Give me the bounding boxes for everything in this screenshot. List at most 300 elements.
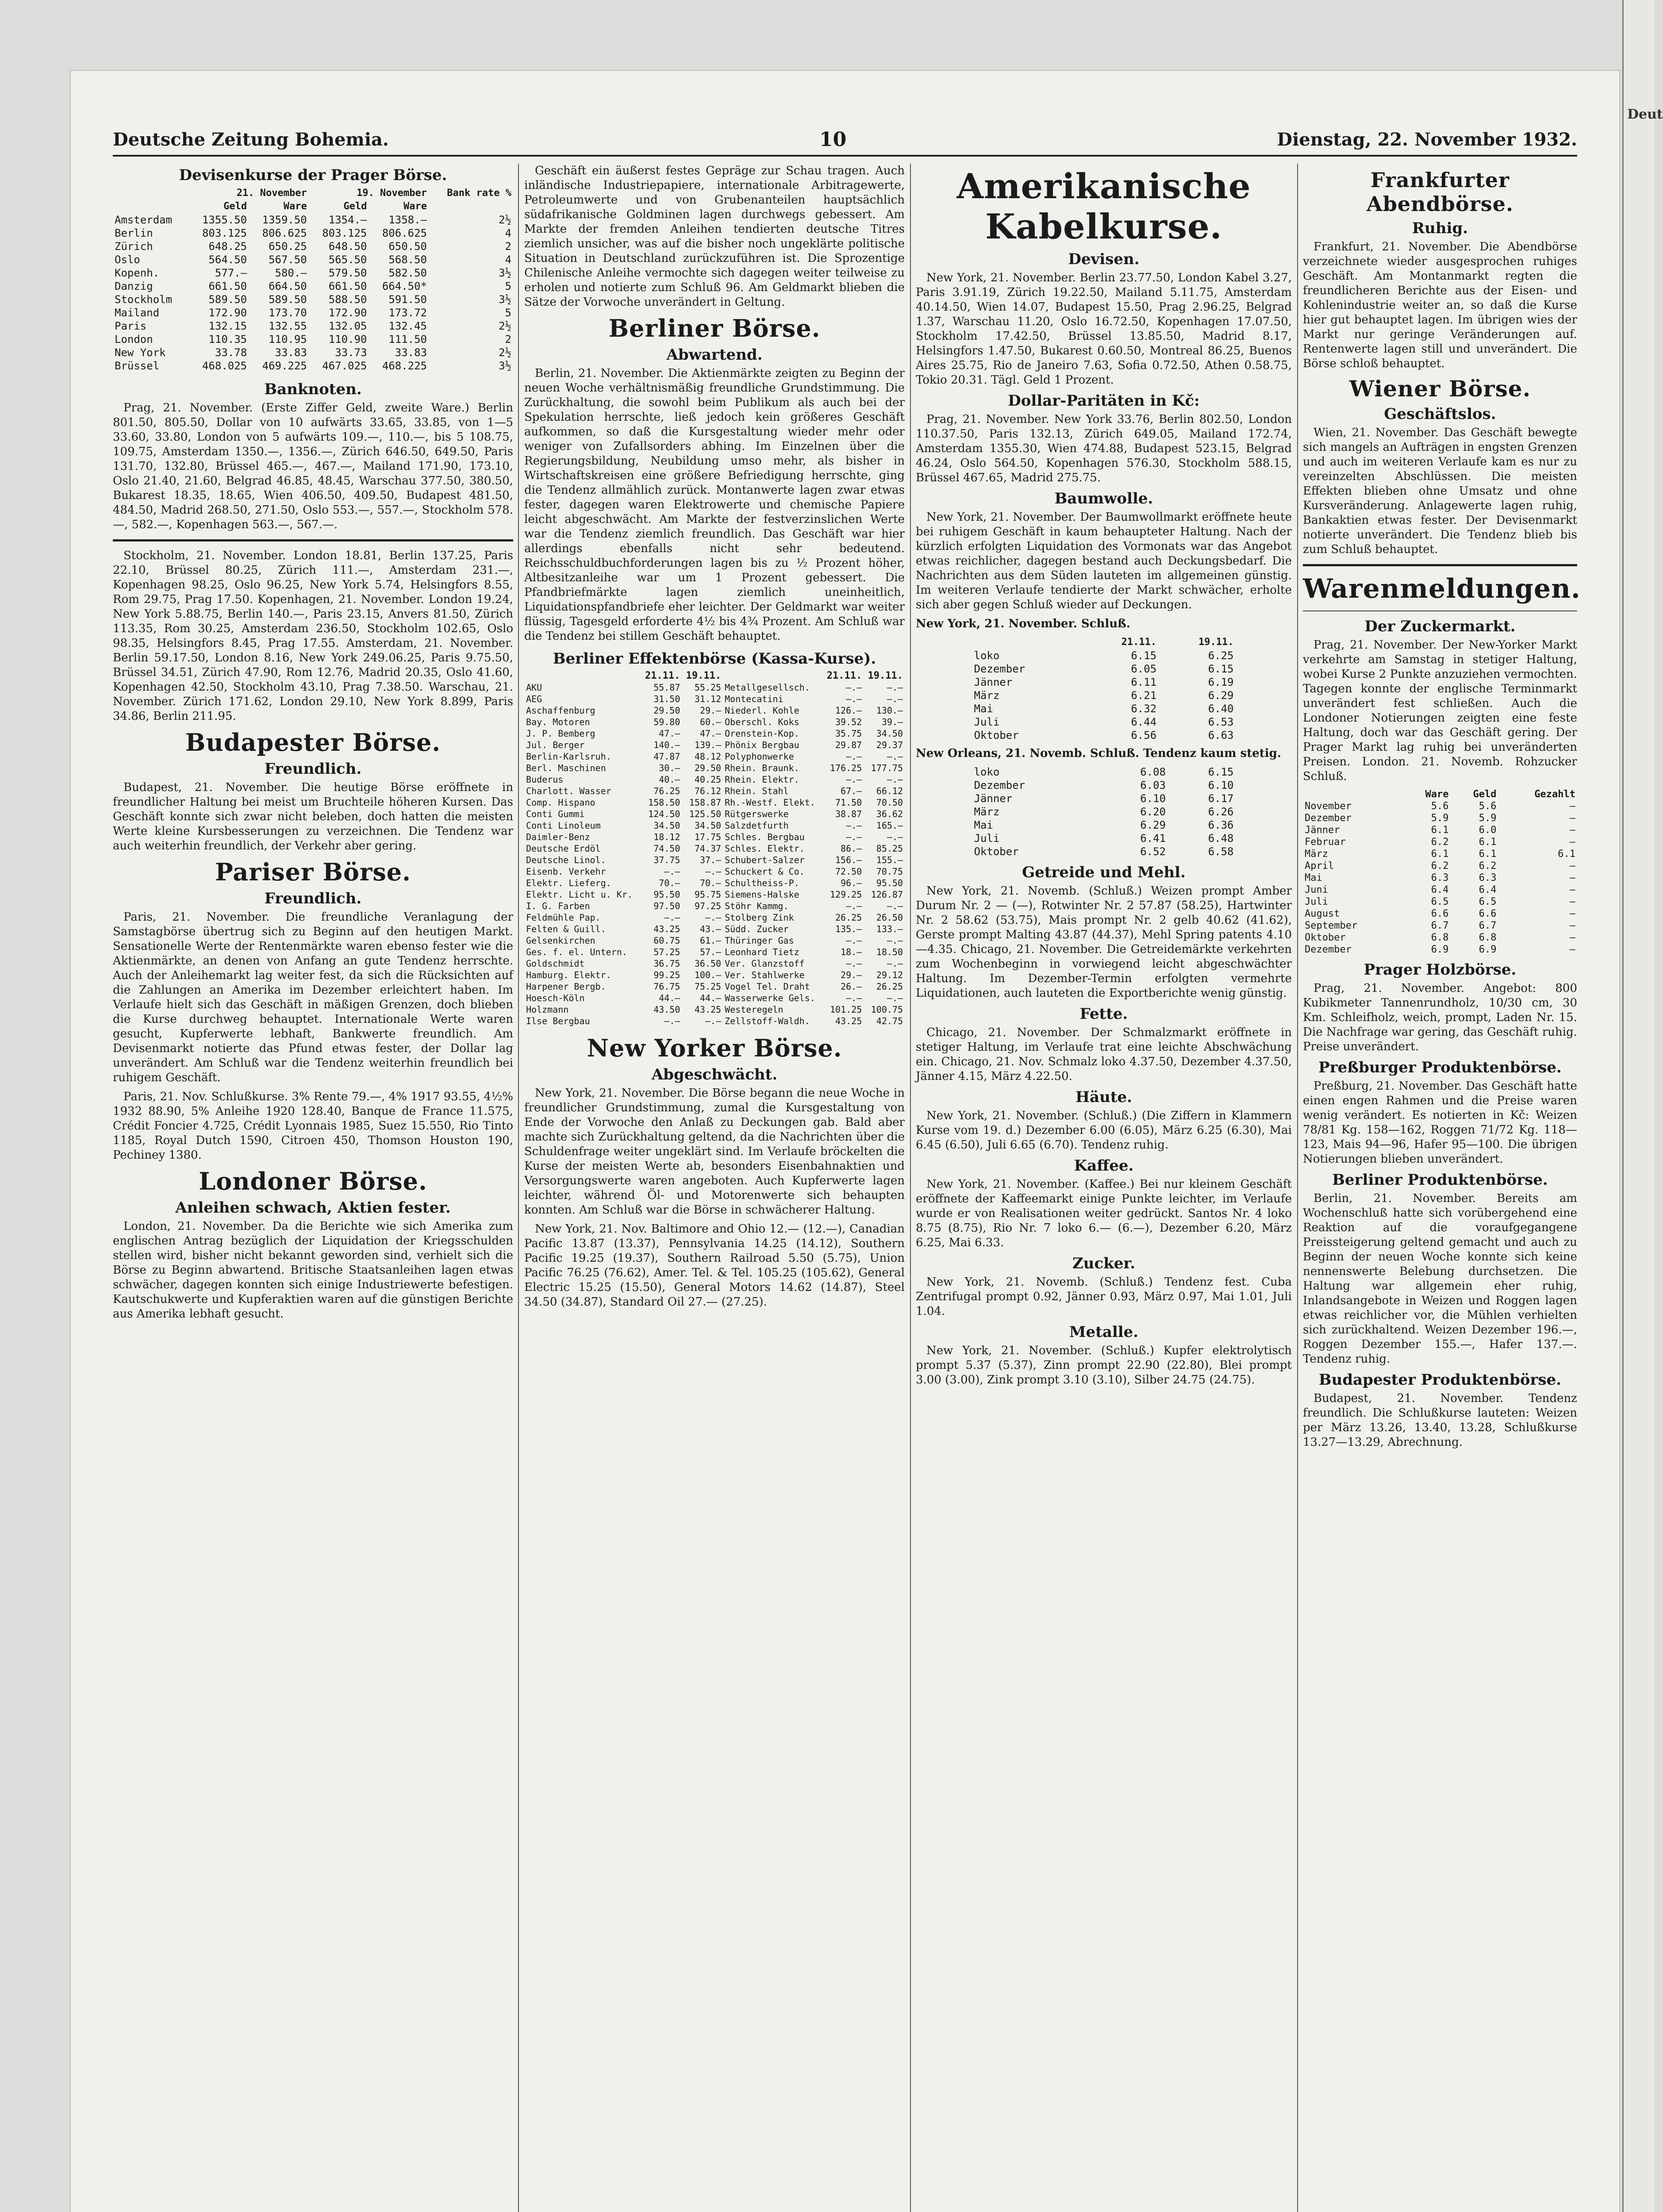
table-cell: —.— [887, 682, 903, 693]
table-row [972, 662, 1236, 676]
table-cell: Conti Gummi [526, 809, 585, 819]
table-cell: Brüssel [115, 360, 160, 372]
section-subtitle: Dollar-Paritäten in Kč: [1008, 392, 1200, 410]
table-cell: —.— [846, 901, 862, 911]
table-cell: —.— [664, 1016, 680, 1026]
table-cell: 110.95 [269, 333, 307, 346]
table-cell: 97.50 [653, 901, 680, 911]
section-subtitle: Metalle. [1069, 1323, 1139, 1341]
table-cell: —.— [846, 751, 862, 762]
table-cell: 6.1 [1479, 849, 1497, 860]
table-cell: 95.50 [876, 878, 903, 888]
table-cell: 139.— [694, 740, 722, 750]
table-cell: 42.75 [876, 1016, 903, 1026]
table-cell: 26.— [841, 981, 862, 992]
article-text: Prag, 21. November. Angebot: 800 Kubikmeter Tannenrundholz, 10/30 cm, 30 Km. Schleifholz, weich, prompt, Laden Nr. 15. Die Nachfrage war gering, das Geschäft ruhig. Preise unverändert. [1303, 982, 1577, 1053]
table-cell: 74.37 [694, 843, 722, 854]
table-cell: 648.50 [328, 240, 367, 253]
table-row [524, 1015, 905, 1027]
section-subtitle: Berliner Produktenbörse. [1332, 1171, 1548, 1189]
section-title: Warenmeldungen. [1303, 573, 1581, 604]
table-cell: 40.— [659, 774, 680, 785]
table-cell: 803.125 [202, 227, 247, 239]
section-subtitle: Freundlich. [264, 760, 362, 778]
table-cell: April [1305, 860, 1334, 872]
table-cell: 124.50 [648, 809, 680, 819]
table-cell: 6.32 [1131, 703, 1157, 715]
table-cell: —.— [887, 832, 903, 842]
table-cell: Rhein. Elektr. [725, 774, 799, 785]
table-cell: 806.625 [382, 227, 427, 239]
table-cell: Dezember [974, 779, 1025, 791]
table-cell: 110.35 [208, 333, 247, 346]
table-cell: Harpener Bergb. [526, 981, 606, 992]
table-cell: Oktober [1305, 932, 1346, 943]
section-subtitle: Zucker. [1072, 1255, 1136, 1272]
section-title: Frankfurter Abendbörse. [1367, 168, 1513, 216]
table-cell: 6.56 [1131, 729, 1157, 741]
section-subtitle: Geschäftslos. [1384, 405, 1496, 423]
table-cell: —.— [705, 1016, 722, 1026]
table-cell: 29.— [841, 970, 862, 980]
table-cell: 6.21 [1131, 689, 1157, 702]
table-row [1303, 848, 1577, 860]
section-subtitle: Getreide und Mehl. [1022, 864, 1186, 881]
table-cell: —.— [887, 694, 903, 704]
table-cell: Eisenb. Verkehr [526, 866, 606, 877]
table-row [113, 213, 513, 227]
table-cell: Paris [115, 320, 147, 332]
table-row [113, 293, 513, 306]
table-cell: Ver. Stahlwerke [725, 970, 805, 980]
table-cell: 29.50 [694, 763, 722, 773]
table-cell: 173.70 [269, 307, 307, 319]
table-cell: 29.50 [653, 705, 680, 716]
table-row [972, 702, 1236, 715]
table-cell: 76.25 [653, 786, 680, 796]
section-subtitle: Abgeschwächt. [651, 1066, 778, 1083]
section-title: Berliner Effektenbörse (Kassa-Kurse). [553, 650, 876, 668]
table-cell: 18.50 [876, 947, 903, 957]
table-cell: 133.— [876, 924, 903, 934]
table-cell: Buderus [526, 774, 564, 785]
table-cell: Juli [974, 832, 1000, 845]
table-row [113, 306, 513, 319]
table-cell: 6.8 [1431, 932, 1449, 943]
article-text: New York, 21. November. (Schluß.) (Die Ziffern in Klammern Kurse vom 19. d.) Dezember 6.00 (6.05), März 6.25 (6.30), Mai 6.45 (6.50), Juli 6.65 (6.70). Tendenz ruhig. [916, 1109, 1292, 1152]
article-text: New York, 21. November. (Schluß.) Kupfer elektrolytisch prompt 5.37 (5.37), Zinn prompt 22.90 (22.80), Blei prompt 3.00 (3.00), Zink prompt 3.10 (3.10), Silber 24.75 (24.75). [916, 1344, 1292, 1386]
table-cell: 6.4 [1431, 884, 1449, 895]
table-cell: — [1569, 801, 1575, 812]
table-cell: 43.25 [694, 1004, 722, 1015]
table-cell: 172.90 [208, 307, 247, 319]
stock-table [524, 670, 905, 1027]
table-cell: Comp. Hispano [526, 797, 595, 808]
table-cell: 6.52 [1140, 845, 1166, 858]
section-subtitle: Abwartend. [666, 346, 763, 364]
table-cell: 158.50 [648, 797, 680, 808]
table-cell: 467.025 [322, 360, 367, 372]
table-cell: Aschaffenburg [526, 705, 595, 716]
table-cell: 6.7 [1431, 920, 1449, 931]
table-cell: 38.87 [835, 809, 862, 819]
table-cell: 57.25 [653, 947, 680, 957]
table-cell: 34.50 [694, 820, 722, 831]
column-rule [1297, 164, 1298, 2212]
table-cell: 6.4 [1479, 884, 1497, 895]
table-cell: loko [974, 649, 1000, 662]
table-cell: 101.25 [830, 1004, 862, 1015]
table-cell: —.— [664, 866, 680, 877]
table-cell: Dezember [1305, 813, 1352, 824]
table-cell: 36.62 [876, 809, 903, 819]
table-cell: 664.50 [269, 280, 307, 292]
table-cell: 29.12 [876, 970, 903, 980]
table-cell: 6.3 [1479, 872, 1497, 883]
table-cell: 29.— [699, 705, 722, 716]
table-row [113, 240, 513, 253]
table-cell: 6.5 [1479, 896, 1497, 907]
section-title: Londoner Börse. [199, 1167, 427, 1195]
section-subtitle: Budapester Produktenbörse. [1318, 1371, 1562, 1389]
table-cell: 3½ [499, 293, 511, 306]
table-cell: Oktober [974, 729, 1019, 741]
sugar-table [1303, 788, 1577, 956]
table-cell: 6.0 [1479, 825, 1497, 836]
table-row [524, 992, 905, 1004]
table-cell: Schuckert & Co. [725, 866, 805, 877]
table-row [1303, 800, 1577, 812]
page-header [113, 124, 1577, 157]
table-cell: 57.— [699, 947, 722, 957]
table-cell: Stockholm [115, 293, 173, 306]
table-row [524, 785, 905, 797]
table-cell: — [1569, 860, 1575, 872]
table-header: Bank rate % [447, 188, 511, 199]
table-header: 19.11. [868, 670, 903, 681]
table-cell: 568.50 [388, 253, 427, 266]
table-cell: Berlin [115, 227, 153, 239]
table-cell: Rh.-Westf. Elekt. [725, 797, 815, 808]
table-cell: 95.50 [653, 889, 680, 900]
table-header: Geld [1473, 789, 1497, 800]
table-row [972, 845, 1236, 858]
table-cell: 6.2 [1431, 860, 1449, 872]
table-cell: 130.— [876, 705, 903, 716]
table-cell: 3½ [499, 360, 511, 372]
table-row [972, 779, 1236, 792]
table-cell: Mai [1305, 872, 1322, 883]
table-cell: 6.2 [1479, 860, 1497, 872]
table-cell: 6.1 [1431, 849, 1449, 860]
table-cell: 6.63 [1208, 729, 1234, 741]
table-cell: 6.41 [1140, 832, 1166, 845]
table-cell: 6.48 [1208, 832, 1234, 845]
table-row [1303, 884, 1577, 896]
table-row [113, 319, 513, 333]
section-subtitle: Anleihen schwach, Aktien fester. [175, 1199, 451, 1217]
table-cell: 75.25 [694, 981, 722, 992]
table-row [972, 832, 1236, 845]
table-cell: 580.— [275, 267, 307, 279]
table-cell: Ges. f. el. Untern. [526, 947, 627, 957]
table-row [524, 762, 905, 774]
table-header: 21.11. [645, 670, 680, 681]
table-row [524, 682, 905, 693]
table-cell: 36.50 [694, 958, 722, 969]
table-cell: 5.6 [1479, 801, 1497, 812]
table-cell: —.— [887, 774, 903, 785]
table-cell: Juli [1305, 896, 1328, 907]
article-text: Berlin, 21. November. Die Aktienmärkte zeigten zu Beginn der neuen Woche verhältnismäßig freundliche Grundstimmung. Die Zurückhaltung, die sowohl beim Publikum als auch bei der Spekulation herrschte, ließ jedoch kein größeres Geschäft aufkommen, so daß die Kursgestaltung wieder mehr oder weniger von Zufallsorders abhing. Im Einzelnen über die Regierungsbildung, Neubildung umso mehr, als bisher in Wirtschaftskreisen eine größere Befriedigung herrschte, ging die Tendenz allmählich zurück. Montanwerte lagen zwar etwas fester, dagegen waren Elektrowerte und chemische Papiere leicht abgeschwächt. Am Markte der festverzinslichen Werte war die Tendenz ziemlich freundlich. Das Geschäft war hier allerdings ebenfalls nicht sehr bedeutend. Reichsschuldbuchforderungen lagen bis zu ½ Prozent höher, Altbesitzanleihe war um 1 Prozent gebessert. Die Pfandbriefmärkte lagen ziemlich uneinheitlich, Liquidationspfandbriefe eher leichter. Der Geldmarkt war weiter flüssig, Tagesgeld erforderte 4½ bis 4¾ Prozent. Am Schluß war die Tendenz bei stillem Geschäft behauptet. [524, 367, 905, 643]
table-header: Ware [403, 201, 427, 212]
table-cell: AKU [526, 682, 542, 693]
table-cell: 61.— [699, 935, 722, 946]
table-cell: 26.50 [876, 912, 903, 923]
table-cell: September [1305, 920, 1358, 931]
table-cell: 6.08 [1140, 766, 1166, 778]
table-header [972, 636, 1081, 649]
table-cell: —.— [705, 866, 722, 877]
table-cell: 34.50 [653, 820, 680, 831]
table-cell: Amsterdam [115, 214, 173, 226]
table-header [1303, 788, 1402, 800]
table-cell: 70.— [699, 878, 722, 888]
table-cell: 567.50 [269, 253, 307, 266]
table-cell: 591.50 [388, 293, 427, 306]
table-cell: Rütgerswerke [725, 809, 789, 819]
table-row [972, 729, 1236, 742]
table-cell: 468.225 [382, 360, 427, 372]
table-row [1303, 836, 1577, 848]
column-1 [113, 164, 513, 2212]
table-cell: 99.25 [653, 970, 680, 980]
table-cell: Thüringer Gas [725, 935, 794, 946]
table-cell: 60.— [699, 717, 722, 727]
table-cell: —.— [705, 912, 722, 923]
column-2 [524, 164, 905, 2212]
table-cell: 40.25 [694, 774, 722, 785]
table-row [113, 359, 513, 373]
table-cell: Juni [1305, 884, 1328, 895]
table-cell: 100.75 [871, 1004, 903, 1015]
table-row [524, 877, 905, 889]
table-cell: 648.25 [208, 240, 247, 253]
table-row [524, 728, 905, 739]
table-row [113, 266, 513, 280]
paper-name: Deutsche Zeitung Bohemia. [113, 129, 389, 150]
table-cell: —.— [846, 832, 862, 842]
table-row [524, 843, 905, 854]
table-cell: I. G. Farben [526, 901, 590, 911]
table-cell: 18.— [841, 947, 862, 957]
table-cell: 6.58 [1208, 845, 1234, 858]
table-cell: 6.8 [1479, 932, 1497, 943]
table-row [524, 866, 905, 877]
table-cell: 6.03 [1140, 779, 1166, 791]
table-cell: 2 [505, 333, 511, 346]
table-cell: 71.50 [835, 797, 862, 808]
table-cell: Zürich [115, 240, 153, 253]
table-cell: 469.225 [262, 360, 307, 372]
table-cell: —.— [887, 751, 903, 762]
table-cell: —.— [887, 935, 903, 946]
table-cell: 6.1 [1479, 837, 1497, 848]
table-cell: 661.50 [208, 280, 247, 292]
table-cell: 76.75 [653, 981, 680, 992]
table-cell: 31.12 [694, 694, 722, 704]
table-cell: —.— [846, 694, 862, 704]
table-cell: —.— [846, 774, 862, 785]
section-title: Berliner Börse. [608, 314, 821, 342]
table-cell: 6.6 [1479, 908, 1497, 919]
table-row [524, 958, 905, 969]
page-number: 10 [819, 128, 847, 151]
table-cell: 59.80 [653, 717, 680, 727]
table-cell: Felten & Guill. [526, 924, 606, 934]
table-cell: Deutsche Erdöl [526, 843, 601, 854]
table-cell: 44.— [659, 993, 680, 1003]
table-cell: 1358.— [388, 214, 427, 226]
table-cell: Hoesch-Köln [526, 993, 585, 1003]
article-text: New York, 21. November. Der Baumwollmarkt eröffnete heute bei ruhigem Geschäft in kaum behaupteter Haltung. Nach der kürzlich erfolgten Liquidation des Vormonats war das Angebot etwas reichlicher, dagegen bestand auch Deckungsbedarf. Die Nachrichten aus dem Süden lauteten im allgemeinen günstig. Im weiteren Verlaufe tendierte der Markt schwächer, erholte sich aber gegen Schluß wieder auf Deckungen. [916, 511, 1292, 611]
table-cell: 18.12 [653, 832, 680, 842]
table-cell: — [1569, 872, 1575, 883]
table-cell: 6.15 [1131, 649, 1157, 662]
table-header: Ware [1425, 789, 1449, 800]
table-cell: 70.50 [876, 797, 903, 808]
table-header: 21.11. [1121, 637, 1157, 648]
article-text: Budapest, 21. November. Tendenz freundlich. Die Schlußkurse lauteten: Weizen per März 13.26, 13.40, 13.28, Schlußkurse 13.27—13.29, Abrechnung. [1303, 1392, 1577, 1449]
table-cell: Oslo [115, 253, 140, 266]
table-cell: —.— [846, 682, 862, 693]
cotton-table [972, 636, 1236, 742]
table-cell: 110.90 [328, 333, 367, 346]
table-cell: 5 [505, 280, 511, 292]
table-cell: 100.— [694, 970, 722, 980]
table-cell: 66.12 [876, 786, 903, 796]
table-cell: Phönix Bergbau [725, 740, 799, 750]
table-cell: 33.83 [275, 346, 307, 359]
table-cell: — [1569, 932, 1575, 943]
table-cell: Vogel Tel. Draht [725, 981, 810, 992]
section-subtitle: Ruhig. [1412, 219, 1468, 237]
table-cell: 803.125 [322, 227, 367, 239]
table-cell: 155.— [876, 855, 903, 865]
table-cell: loko [974, 766, 1000, 778]
table-row [1303, 824, 1577, 836]
article-text: Prag, 21. November. Der New-Yorker Markt verkehrte am Samstag in stetiger Haltung, wobei Kurse 2 Punkte anzuziehen vermochten. Tagegen konnte der englische Terminmarkt unverändert fest schließen. Auch die Londoner Notierungen zeigten eine feste Haltung, doch war das Geschäft gering. Der Prager Markt lag ruhig bei unveränderten Preisen. London. 21. Novemb. Rohzucker Schluß. [1303, 638, 1577, 783]
table-cell: 132.55 [269, 320, 307, 332]
table-row [524, 831, 905, 843]
table-cell: 176.25 [830, 763, 862, 773]
table-cell: 5.6 [1431, 801, 1449, 812]
table-cell: 4 [505, 253, 511, 266]
section-subtitle: Baumwolle. [1054, 490, 1153, 507]
table-cell: 85.25 [876, 843, 903, 854]
table-cell: Daimler-Benz [526, 832, 590, 842]
section-subtitle: Fette. [1079, 1005, 1128, 1023]
article-text: Frankfurt, 21. November. Die Abendbörse verzeichnete wieder ausgesprochen ruhiges Geschäft. Am Montanmarkt regten die freundlicheren Berichte aus der Eisen- und Kohlenindustrie weiter an, so daß die Kurse hier gut behauptet lagen. Im übrigen wies der Markt nur geringe Veränderungen auf. Rentenwerte lagen still und unverändert. Die Börse schloß behauptet. [1303, 240, 1577, 370]
table-caption: New Orleans, 21. Novemb. Schluß. Tendenz kaum stetig. [916, 747, 1281, 760]
table-cell: 6.1 [1431, 825, 1449, 836]
newspaper-page [71, 71, 1619, 2212]
table-cell: 140.— [653, 740, 680, 750]
table-cell: Hamburg. Elektr. [526, 970, 611, 980]
article-text: Paris, 21. November. Die freundliche Veranlagung der Samstagbörse übertrug sich zu Beginn auf den heutigen Markt. Sensationelle Werte der Rentenmärkte waren ebenso fester wie die Aktienmärkte, an denen von Anfang an gute Tendenz herrschte. Auch der Anleihemarkt lag weiter fest, da sich die Rücksichten auf die Zahlungen an Amerika im Dezember erleichtert haben. Im Verlaufe hielt sich das Geschäft in mäßigen Grenzen, doch blieben die Kurse durchweg behauptet. Internationale Werte waren gesucht, Kupferwerte lebhaft, Bankwerte freundlich. Am Devisenmarkt notierte das Pfund etwas fester, der Dollar lag unverändert. Am Schluß war die Tendenz weiterhin freundlich bei ruhigem Geschäft. [113, 910, 513, 1084]
table-cell: 132.15 [208, 320, 247, 332]
table-cell: 650.25 [269, 240, 307, 253]
table-cell: Jänner [974, 792, 1013, 805]
table-cell: 30.— [659, 763, 680, 773]
table-cell: 4 [505, 227, 511, 239]
table-cell: 60.75 [653, 935, 680, 946]
table-cell: —.— [887, 958, 903, 969]
table-cell: 156.— [835, 855, 862, 865]
table-cell: 47.— [699, 728, 722, 739]
table-cell: 36.75 [653, 958, 680, 969]
section-title: Wiener Börse. [1349, 376, 1531, 402]
table-row [113, 253, 513, 266]
table-cell: — [1569, 908, 1575, 919]
table-cell: 31.50 [653, 694, 680, 704]
article-text: New York, 21. Novemb. (Schluß.) Tendenz fest. Cuba Zentrifugal prompt 0.92, Jänner 0.93, März 0.97, Mai 1.01, Juli 1.04. [916, 1275, 1292, 1318]
table-cell: Schles. Elektr. [725, 843, 805, 854]
table-cell: —.— [846, 935, 862, 946]
section-subtitle: Devisen. [1068, 250, 1140, 268]
table-cell: Zellstoff-Waldh. [725, 1016, 810, 1026]
table-cell: —.— [846, 820, 862, 831]
table-cell: 26.25 [835, 912, 862, 923]
table-cell: Februar [1305, 837, 1346, 848]
table-cell: 47.— [659, 728, 680, 739]
table-cell: 6.19 [1208, 676, 1234, 688]
table-cell: 6.25 [1208, 649, 1234, 662]
table-cell: März [974, 806, 1000, 818]
table-row [524, 751, 905, 762]
table-cell: Ilse Bergbau [526, 1016, 590, 1026]
table-cell: — [1569, 813, 1575, 824]
table-cell: —.— [887, 901, 903, 911]
table-cell: 6.9 [1479, 944, 1497, 955]
table-cell: Charlott. Wasser [526, 786, 611, 796]
table-cell: 17.75 [694, 832, 722, 842]
table-cell: 26.25 [876, 981, 903, 992]
table-cell: Berlin-Karlsruh. [526, 751, 611, 762]
table-cell: Elektr. Lieferg. [526, 878, 611, 888]
table-cell: Oktober [974, 845, 1019, 858]
table-cell: 97.25 [694, 901, 722, 911]
table-cell: 111.50 [388, 333, 427, 346]
table-cell: Schultheiss-P. [725, 878, 799, 888]
table-cell: Stöhr Kammg. [725, 901, 789, 911]
table-cell: Jänner [974, 676, 1013, 688]
table-cell: Polyphonwerke [725, 751, 794, 762]
table-cell: AEG [526, 694, 542, 704]
table-cell: — [1569, 944, 1575, 955]
column-rule [518, 164, 519, 2212]
article-text: New York, 21. November. Berlin 23.77.50, London Kabel 3.27, Paris 3.91.19, Zürich 19.22.50, Mailand 5.11.75, Amsterdam 40.14.50, Wien 14.07, Budapest 15.50, Prag 2.96.25, Belgrad 1.37, Warschau 11.20, Oslo 16.72.50, Kopenhagen 17.07.50, Stockholm 17.42.50, Brüssel 13.85.50, Madrid 8.17, Helsingfors 1.47.50, Bukarest 0.60.50, Montreal 86.25, Buenos Aires 25.75, Rio de Janeiro 7.63, Sofia 0.72.50, Athen 0.58.75, Tokio 20.31. Tägl. Geld 1 Prozent. [916, 271, 1292, 387]
section-subtitle: Prager Holzbörse. [1363, 961, 1517, 979]
table-cell: Montecatini [725, 694, 783, 704]
table-cell: 29.37 [876, 740, 903, 750]
table-cell: 6.3 [1431, 872, 1449, 883]
table-row [972, 818, 1236, 832]
table-cell: 6.2 [1431, 837, 1449, 848]
table-cell: 1354.— [328, 214, 367, 226]
table-cell: Mai [974, 819, 993, 831]
table-cell: Elektr. Licht u. Kr. [526, 889, 633, 900]
